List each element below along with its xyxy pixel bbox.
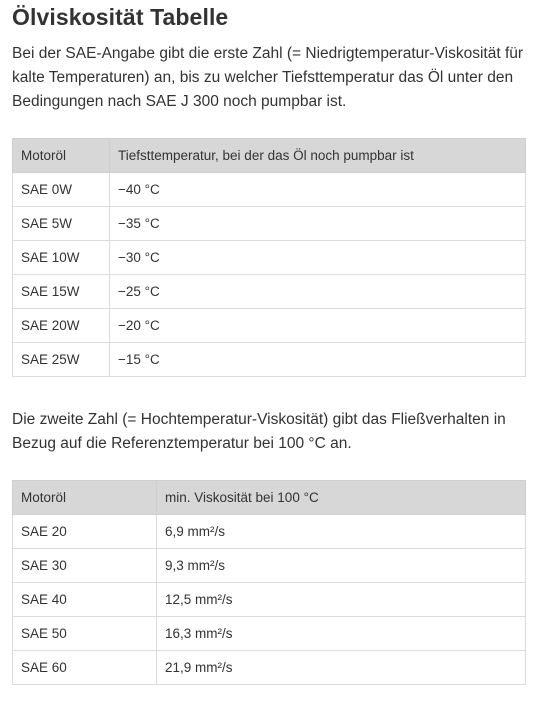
oil-grade-cell: SAE 10W	[13, 241, 110, 275]
table-header-row	[13, 139, 526, 173]
viscosity-cell: 12,5 mm²/s	[157, 583, 526, 617]
column-header-tiefsttemperatur: Tiefsttemperatur, bei der das Öl noch pumpbar ist	[110, 139, 526, 173]
column-header-viskositaet: min. Viskosität bei 100 °C	[157, 481, 526, 515]
viscosity-cell: 6,9 mm²/s	[157, 515, 526, 549]
oil-grade-cell: SAE 25W	[13, 343, 110, 377]
table-row	[13, 275, 526, 309]
oil-grade-cell: SAE 40	[13, 583, 157, 617]
column-header-motoroel: Motoröl	[13, 481, 157, 515]
temperature-cell: −20 °C	[110, 309, 526, 343]
page-title: Ölviskosität Tabelle	[12, 4, 229, 30]
table-row	[13, 651, 526, 685]
table-row	[13, 583, 526, 617]
viscosity-cell: 9,3 mm²/s	[157, 549, 526, 583]
table-row	[13, 207, 526, 241]
table-row	[13, 549, 526, 583]
oil-grade-cell: SAE 0W	[13, 173, 110, 207]
oil-grade-cell: SAE 30	[13, 549, 157, 583]
temperature-cell: −15 °C	[110, 343, 526, 377]
viscosity-cell: 21,9 mm²/s	[157, 651, 526, 685]
table-row	[13, 617, 526, 651]
column-header-motoroel: Motoröl	[13, 139, 110, 173]
viscosity-cell: 16,3 mm²/s	[157, 617, 526, 651]
oil-grade-cell: SAE 50	[13, 617, 157, 651]
temperature-cell: −25 °C	[110, 275, 526, 309]
oil-grade-cell: SAE 20	[13, 515, 157, 549]
temperature-cell: −40 °C	[110, 173, 526, 207]
low-temperature-table	[12, 138, 526, 377]
table-row	[13, 241, 526, 275]
table-row	[13, 309, 526, 343]
oil-grade-cell: SAE 20W	[13, 309, 110, 343]
temperature-cell: −35 °C	[110, 207, 526, 241]
table-header-row	[13, 481, 526, 515]
table-row	[13, 343, 526, 377]
table-row	[13, 515, 526, 549]
high-temperature-table	[12, 480, 526, 685]
oil-grade-cell: SAE 15W	[13, 275, 110, 309]
intro-paragraph: Bei der SAE-Angabe gibt die erste Zahl (= Niedrigtemperatur-Viskosität für kalte Temperaturen) an, bis zu welcher Tiefsttemperatur das Öl unter den Bedingungen nach SAE J 300 noch pumpbar ist.	[12, 45, 524, 110]
table-row	[13, 173, 526, 207]
temperature-cell: −30 °C	[110, 241, 526, 275]
oil-grade-cell: SAE 60	[13, 651, 157, 685]
oil-grade-cell: SAE 5W	[13, 207, 110, 241]
second-paragraph: Die zweite Zahl (= Hochtemperatur-Viskosität) gibt das Fließverhalten in Bezug auf die Referenztemperatur bei 100 °C an.	[12, 411, 506, 452]
